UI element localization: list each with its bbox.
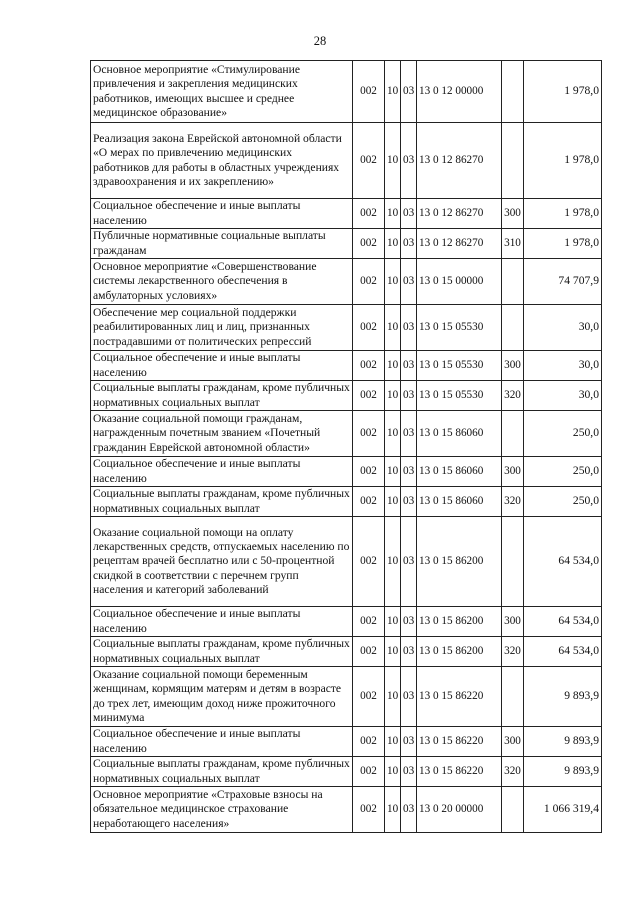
target-article-code: 13 0 15 86060 <box>417 487 502 517</box>
ministry-code: 002 <box>353 607 385 637</box>
expense-type-code <box>502 787 524 833</box>
subsection-code: 03 <box>401 757 417 787</box>
amount: 64 534,0 <box>524 517 602 607</box>
table-row <box>91 667 602 727</box>
row-description: Социальное обеспечение и иные выплаты населению <box>91 199 353 229</box>
table-row <box>91 199 602 229</box>
row-description: Социальное обеспечение и иные выплаты населению <box>91 607 353 637</box>
amount: 30,0 <box>524 351 602 381</box>
ministry-code: 002 <box>353 757 385 787</box>
section-code: 10 <box>385 757 401 787</box>
target-article-code: 13 0 15 05530 <box>417 381 502 411</box>
subsection-code: 03 <box>401 123 417 199</box>
row-description: Оказание социальной помощи на оплату лекарственных средств, отпускаемых населению по рецептам врачей бесплатно или с 50-процентной скидкой в соответствии с перечнем групп населения и категорий заболеваний <box>91 517 353 607</box>
section-code: 10 <box>385 229 401 259</box>
amount: 250,0 <box>524 411 602 457</box>
subsection-code: 03 <box>401 457 417 487</box>
section-code: 10 <box>385 199 401 229</box>
subsection-code: 03 <box>401 199 417 229</box>
amount: 1 066 319,4 <box>524 787 602 833</box>
subsection-code: 03 <box>401 305 417 351</box>
ministry-code: 002 <box>353 457 385 487</box>
amount: 30,0 <box>524 381 602 411</box>
target-article-code: 13 0 12 86270 <box>417 199 502 229</box>
amount: 1 978,0 <box>524 61 602 123</box>
section-code: 10 <box>385 259 401 305</box>
ministry-code: 002 <box>353 667 385 727</box>
table-row <box>91 517 602 607</box>
subsection-code: 03 <box>401 411 417 457</box>
expense-type-code <box>502 123 524 199</box>
expense-type-code: 310 <box>502 229 524 259</box>
ministry-code: 002 <box>353 787 385 833</box>
table-row <box>91 757 602 787</box>
target-article-code: 13 0 12 86270 <box>417 123 502 199</box>
table-row <box>91 305 602 351</box>
amount: 9 893,9 <box>524 757 602 787</box>
expense-type-code: 320 <box>502 487 524 517</box>
section-code: 10 <box>385 351 401 381</box>
table-row <box>91 727 602 757</box>
table-row <box>91 351 602 381</box>
expense-type-code <box>502 667 524 727</box>
section-code: 10 <box>385 381 401 411</box>
table-row <box>91 259 602 305</box>
row-description: Социальные выплаты гражданам, кроме публичных нормативных социальных выплат <box>91 381 353 411</box>
ministry-code: 002 <box>353 123 385 199</box>
table-row <box>91 607 602 637</box>
amount: 1 978,0 <box>524 229 602 259</box>
target-article-code: 13 0 20 00000 <box>417 787 502 833</box>
section-code: 10 <box>385 487 401 517</box>
target-article-code: 13 0 15 86060 <box>417 411 502 457</box>
target-article-code: 13 0 15 86220 <box>417 667 502 727</box>
ministry-code: 002 <box>353 351 385 381</box>
expense-type-code <box>502 411 524 457</box>
row-description: Социальное обеспечение и иные выплаты населению <box>91 457 353 487</box>
table-body <box>91 61 602 833</box>
row-description: Оказание социальной помощи беременным женщинам, кормящим матерям и детям в возрасте до трех лет, имеющим доход ниже прожиточного минимума <box>91 667 353 727</box>
section-code: 10 <box>385 457 401 487</box>
ministry-code: 002 <box>353 487 385 517</box>
subsection-code: 03 <box>401 637 417 667</box>
table-row <box>91 61 602 123</box>
target-article-code: 13 0 15 00000 <box>417 259 502 305</box>
row-description: Обеспечение мер социальной поддержки реабилитированных лиц и лиц, признанных пострадавшими от политических репрессий <box>91 305 353 351</box>
expense-type-code: 300 <box>502 351 524 381</box>
row-description: Социальное обеспечение и иные выплаты населению <box>91 351 353 381</box>
row-description: Социальные выплаты гражданам, кроме публичных нормативных социальных выплат <box>91 757 353 787</box>
ministry-code: 002 <box>353 637 385 667</box>
target-article-code: 13 0 15 05530 <box>417 305 502 351</box>
ministry-code: 002 <box>353 199 385 229</box>
expense-type-code <box>502 259 524 305</box>
subsection-code: 03 <box>401 727 417 757</box>
table-row <box>91 457 602 487</box>
expense-type-code: 320 <box>502 637 524 667</box>
table-row <box>91 123 602 199</box>
section-code: 10 <box>385 787 401 833</box>
subsection-code: 03 <box>401 517 417 607</box>
amount: 30,0 <box>524 305 602 351</box>
subsection-code: 03 <box>401 259 417 305</box>
ministry-code: 002 <box>353 381 385 411</box>
section-code: 10 <box>385 727 401 757</box>
row-description: Оказание социальной помощи гражданам, награжденным почетным званием «Почетный гражданин Еврейской автономной области» <box>91 411 353 457</box>
amount: 9 893,9 <box>524 727 602 757</box>
expense-type-code: 300 <box>502 607 524 637</box>
subsection-code: 03 <box>401 61 417 123</box>
table-row <box>91 411 602 457</box>
row-description: Социальное обеспечение и иные выплаты населению <box>91 727 353 757</box>
row-description: Основное мероприятие «Стимулирование привлечения и закрепления медицинских работников, имеющих высшее и среднее медицинское образование» <box>91 61 353 123</box>
amount: 64 534,0 <box>524 637 602 667</box>
section-code: 10 <box>385 517 401 607</box>
ministry-code: 002 <box>353 305 385 351</box>
row-description: Основное мероприятие «Совершенствование системы лекарственного обеспечения в амбулаторных условиях» <box>91 259 353 305</box>
subsection-code: 03 <box>401 351 417 381</box>
target-article-code: 13 0 15 86200 <box>417 517 502 607</box>
subsection-code: 03 <box>401 487 417 517</box>
amount: 1 978,0 <box>524 123 602 199</box>
row-description: Социальные выплаты гражданам, кроме публичных нормативных социальных выплат <box>91 637 353 667</box>
target-article-code: 13 0 15 86220 <box>417 727 502 757</box>
target-article-code: 13 0 12 86270 <box>417 229 502 259</box>
target-article-code: 13 0 15 86220 <box>417 757 502 787</box>
amount: 64 534,0 <box>524 607 602 637</box>
subsection-code: 03 <box>401 787 417 833</box>
subsection-code: 03 <box>401 229 417 259</box>
expense-type-code <box>502 61 524 123</box>
target-article-code: 13 0 15 05530 <box>417 351 502 381</box>
table-row <box>91 487 602 517</box>
target-article-code: 13 0 12 00000 <box>417 61 502 123</box>
section-code: 10 <box>385 411 401 457</box>
table-row <box>91 637 602 667</box>
table-row <box>91 381 602 411</box>
section-code: 10 <box>385 607 401 637</box>
amount: 9 893,9 <box>524 667 602 727</box>
row-description: Публичные нормативные социальные выплаты гражданам <box>91 229 353 259</box>
row-description: Основное мероприятие «Страховые взносы на обязательное медицинское страхование неработающего населения» <box>91 787 353 833</box>
subsection-code: 03 <box>401 381 417 411</box>
page-number: 28 <box>313 34 327 48</box>
expense-type-code: 320 <box>502 381 524 411</box>
ministry-code: 002 <box>353 229 385 259</box>
section-code: 10 <box>385 637 401 667</box>
ministry-code: 002 <box>353 259 385 305</box>
expense-type-code: 300 <box>502 727 524 757</box>
expense-type-code: 300 <box>502 199 524 229</box>
row-description: Социальные выплаты гражданам, кроме публичных нормативных социальных выплат <box>91 487 353 517</box>
expense-type-code: 320 <box>502 757 524 787</box>
ministry-code: 002 <box>353 727 385 757</box>
table-row <box>91 787 602 833</box>
target-article-code: 13 0 15 86060 <box>417 457 502 487</box>
row-description: Реализация закона Еврейской автономной области «О мерах по привлечению медицинских работников для работы в областных учреждениях здравоохранения и их закреплению» <box>91 123 353 199</box>
section-code: 10 <box>385 61 401 123</box>
section-code: 10 <box>385 123 401 199</box>
subsection-code: 03 <box>401 607 417 637</box>
section-code: 10 <box>385 305 401 351</box>
expense-type-code: 300 <box>502 457 524 487</box>
amount: 74 707,9 <box>524 259 602 305</box>
amount: 250,0 <box>524 457 602 487</box>
target-article-code: 13 0 15 86200 <box>417 607 502 637</box>
target-article-code: 13 0 15 86200 <box>417 637 502 667</box>
amount: 250,0 <box>524 487 602 517</box>
amount: 1 978,0 <box>524 199 602 229</box>
expense-type-code <box>502 517 524 607</box>
table-row <box>91 229 602 259</box>
expense-type-code <box>502 305 524 351</box>
budget-table <box>90 60 602 833</box>
subsection-code: 03 <box>401 667 417 727</box>
section-code: 10 <box>385 667 401 727</box>
ministry-code: 002 <box>353 61 385 123</box>
ministry-code: 002 <box>353 517 385 607</box>
ministry-code: 002 <box>353 411 385 457</box>
